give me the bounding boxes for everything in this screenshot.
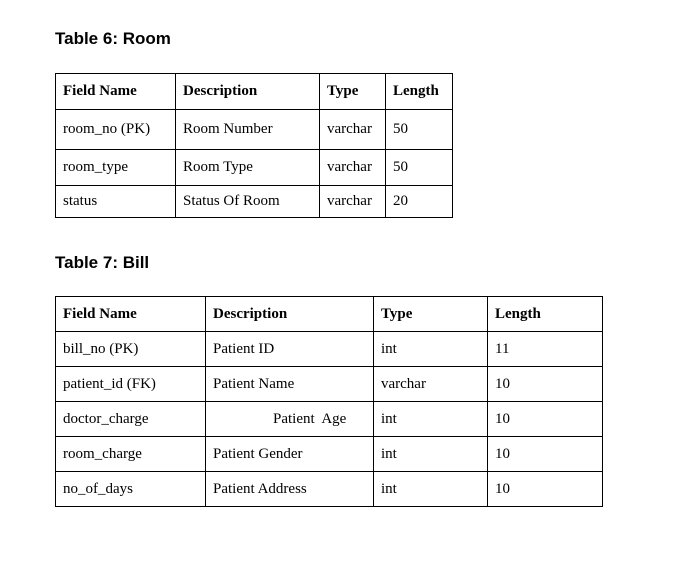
table-row — [56, 472, 603, 507]
room-cell-field: room_type — [56, 150, 176, 186]
bill-cell-field: patient_id (FK) — [56, 367, 206, 402]
bill-cell-description: Patient ID — [206, 332, 374, 367]
room-header-length: Length — [386, 74, 453, 110]
bill-cell-field: room_charge — [56, 437, 206, 472]
room-table-caption: Table 6: Room — [55, 29, 171, 48]
table-row — [56, 150, 453, 186]
bill-cell-description: Patient Age — [206, 402, 374, 437]
bill-table-caption: Table 7: Bill — [55, 253, 150, 272]
room-cell-description: Room Type — [176, 150, 320, 186]
room-cell-field: room_no (PK) — [56, 110, 176, 150]
room-cell-length: 50 — [386, 110, 453, 150]
bill-cell-length: 10 — [488, 367, 603, 402]
table-row — [56, 332, 603, 367]
room-cell-length: 50 — [386, 150, 453, 186]
bill-cell-field: doctor_charge — [56, 402, 206, 437]
room-header-row — [56, 74, 453, 110]
bill-cell-type: int — [374, 402, 488, 437]
bill-cell-description: Patient Name — [206, 367, 374, 402]
room-cell-description: Room Number — [176, 110, 320, 150]
bill-header-field-name: Field Name — [56, 297, 206, 332]
bill-cell-type: int — [374, 437, 488, 472]
room-table — [55, 73, 453, 218]
bill-cell-length: 10 — [488, 402, 603, 437]
room-cell-length: 20 — [386, 186, 453, 218]
bill-cell-type: int — [374, 332, 488, 367]
bill-header-row — [56, 297, 603, 332]
table-row — [56, 186, 453, 218]
bill-cell-type: int — [374, 472, 488, 507]
bill-cell-length: 11 — [488, 332, 603, 367]
bill-cell-description: Patient Address — [206, 472, 374, 507]
room-cell-type: varchar — [320, 186, 386, 218]
bill-cell-field: bill_no (PK) — [56, 332, 206, 367]
room-cell-type: varchar — [320, 110, 386, 150]
table-row — [56, 402, 603, 437]
bill-cell-length: 10 — [488, 437, 603, 472]
room-cell-field: status — [56, 186, 176, 218]
bill-table — [55, 296, 603, 507]
room-header-description: Description — [176, 74, 320, 110]
table-row — [56, 110, 453, 150]
bill-cell-type: varchar — [374, 367, 488, 402]
room-header-type: Type — [320, 74, 386, 110]
bill-cell-field: no_of_days — [56, 472, 206, 507]
bill-cell-length: 10 — [488, 472, 603, 507]
table-row — [56, 367, 603, 402]
room-cell-description: Status Of Room — [176, 186, 320, 218]
bill-header-type: Type — [374, 297, 488, 332]
room-header-field-name: Field Name — [56, 74, 176, 110]
bill-cell-description: Patient Gender — [206, 437, 374, 472]
bill-header-description: Description — [206, 297, 374, 332]
bill-header-length: Length — [488, 297, 603, 332]
room-cell-type: varchar — [320, 150, 386, 186]
table-row — [56, 437, 603, 472]
